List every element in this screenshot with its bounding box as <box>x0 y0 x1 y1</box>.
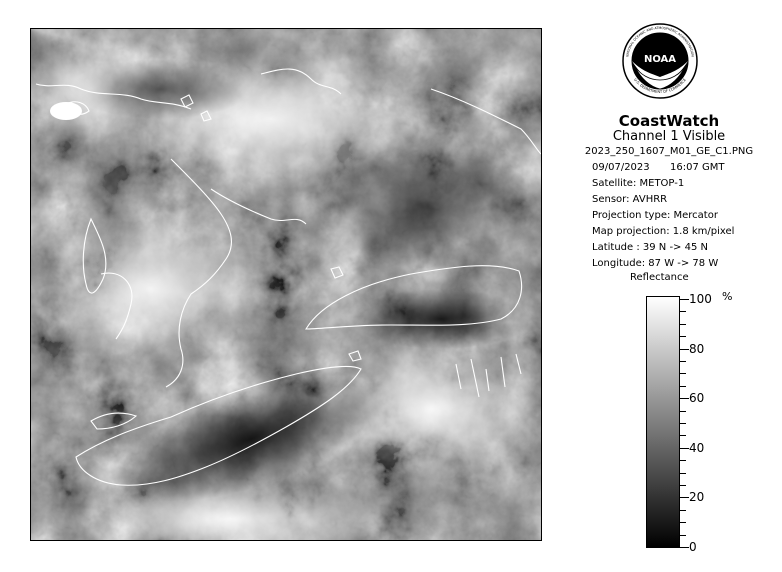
colorbar-major-tick <box>680 448 689 449</box>
colorbar-major-tick <box>680 398 689 399</box>
logo-ring-text-bottom: U.S. DEPARTMENT OF COMMERCE <box>633 77 687 95</box>
colorbar-minor-tick <box>680 411 686 412</box>
colorbar-tick-label: 40 <box>689 441 705 455</box>
channel-label: Channel 1 Visible <box>612 129 726 144</box>
satellite-image <box>31 29 541 540</box>
colorbar-minor-tick <box>680 324 686 325</box>
longitude-label: Longitude: 87 W -> 78 W <box>592 258 719 269</box>
image-filename: 2023_250_1607_M01_GE_C1.PNG <box>584 146 754 157</box>
colorbar-minor-tick <box>680 535 686 536</box>
acquisition-datetime <box>592 162 725 173</box>
map-projection-label: Map projection: 1.8 km/pixel <box>592 226 735 237</box>
legend-title: Reflectance <box>630 272 689 283</box>
colorbar-minor-tick <box>680 510 686 511</box>
logo-ring-text-top: NATIONAL OCEANIC AND ATMOSPHERIC ADMINISTRATION <box>625 25 695 58</box>
colorbar-tick-label: 0 <box>689 540 697 554</box>
acquisition-date: 09/07/2023 <box>592 162 650 173</box>
satellite-label: Satellite: METOP-1 <box>592 178 685 189</box>
noaa-logo-icon <box>620 15 700 110</box>
colorbar-minor-tick <box>680 361 686 362</box>
colorbar-minor-tick <box>680 373 686 374</box>
noaa-logo <box>620 15 700 110</box>
colorbar-major-tick <box>680 547 689 548</box>
colorbar-minor-tick <box>680 460 686 461</box>
projection-type-label: Projection type: Mercator <box>592 210 718 221</box>
colorbar-tick-label: 80 <box>689 342 705 356</box>
satellite-map <box>30 28 542 541</box>
colorbar-minor-tick <box>680 473 686 474</box>
latitude-label: Latitude : 39 N -> 45 N <box>592 242 708 253</box>
colorbar-major-tick <box>680 299 689 300</box>
colorbar-tick-label: 20 <box>689 490 705 504</box>
colorbar-minor-tick <box>680 386 686 387</box>
legend-unit: % <box>722 290 733 303</box>
colorbar-minor-tick <box>680 522 686 523</box>
logo-center-text: NOAA <box>643 54 677 65</box>
reflectance-colorbar <box>646 296 680 548</box>
sensor-label: Sensor: AVHRR <box>592 194 668 205</box>
colorbar-tick-label: 60 <box>689 391 705 405</box>
colorbar-minor-tick <box>680 435 686 436</box>
acquisition-time: 16:07 GMT <box>670 162 725 173</box>
colorbar-major-tick <box>680 349 689 350</box>
colorbar-minor-tick <box>680 336 686 337</box>
colorbar-tick-label: 100 <box>689 292 712 306</box>
colorbar-major-tick <box>680 497 689 498</box>
colorbar-minor-tick <box>680 311 686 312</box>
colorbar-minor-tick <box>680 423 686 424</box>
colorbar-minor-tick <box>680 485 686 486</box>
product-title: CoastWatch <box>618 112 720 130</box>
